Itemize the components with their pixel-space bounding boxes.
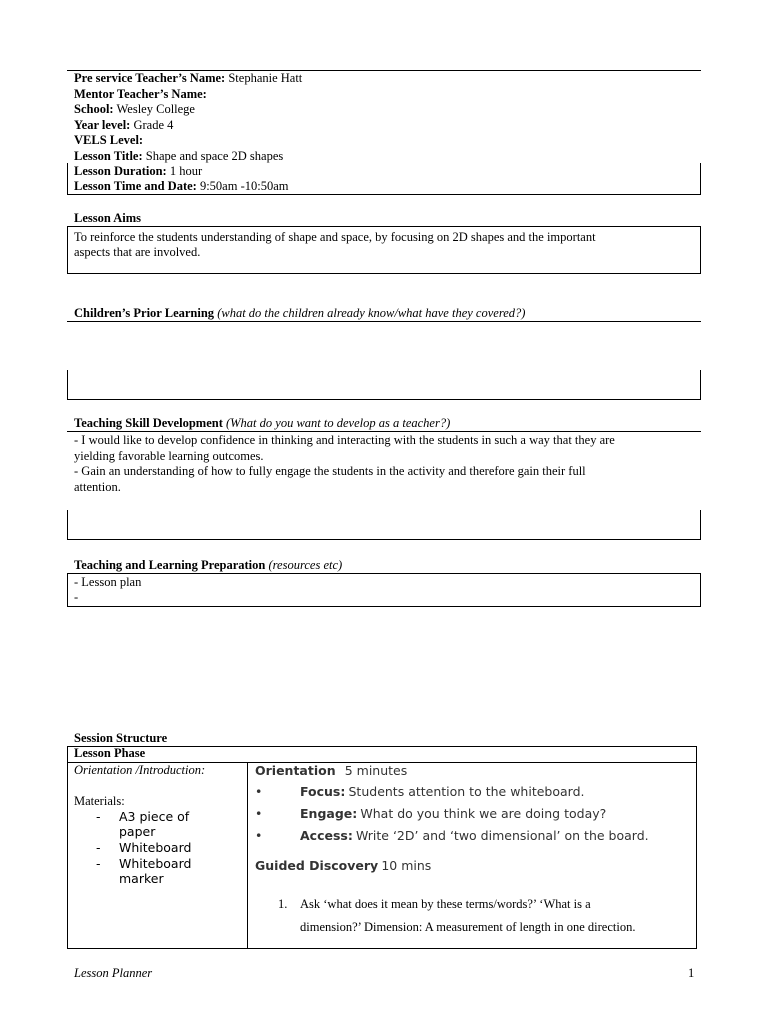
prior-learning-heading-row — [74, 306, 525, 322]
lesson-aims-heading: Lesson Aims — [74, 211, 142, 225]
lesson-title-row — [74, 149, 283, 165]
bullet-dot-icon: • — [255, 828, 263, 843]
school-label: School: — [74, 102, 114, 116]
skill-line-1: - I would like to develop confidence in thinking and interacting with the students in such a way that they are — [74, 433, 615, 447]
lesson-aims-line-2: aspects that are involved. — [74, 245, 201, 259]
skill-heading: Teaching Skill Development — [74, 416, 223, 430]
focus-text: Students attention to the whiteboard. — [348, 784, 585, 799]
prior-learning-note: (what do the children already know/what have they covered?) — [217, 306, 526, 320]
bullet-access-text — [300, 828, 649, 845]
guided-discovery-label: Guided Discovery — [255, 858, 379, 873]
bullet-focus — [255, 784, 262, 801]
pre-service-value: Stephanie Hatt — [228, 71, 303, 85]
mentor-label: Mentor Teacher’s Name: — [74, 86, 207, 101]
material-item-1-line-1: A3 piece of — [119, 809, 190, 824]
orientation-row — [255, 763, 407, 780]
year-value: Grade 4 — [133, 117, 174, 132]
bullet-dot-icon: • — [255, 784, 263, 799]
skill-line-3: - Gain an understanding of how to fully engage the students in the activity and therefore gain their full — [74, 464, 586, 478]
prep-box — [67, 573, 701, 607]
lesson-duration-label: Lesson Duration: — [74, 164, 167, 178]
step-line-1: Ask ‘what does it mean by these terms/words?’ ‘What is a — [300, 897, 591, 911]
orientation-label: Orientation — [255, 763, 336, 778]
page-number: 1 — [688, 966, 695, 980]
bullet-engage-text — [300, 806, 606, 823]
school-value: Wesley College — [116, 102, 195, 116]
bullet-access — [255, 828, 262, 845]
material-dash-1: - — [96, 809, 101, 824]
material-dash-2: - — [96, 840, 101, 855]
lesson-time-value: 9:50am -10:50am — [199, 179, 289, 193]
bullet-dot-icon: • — [255, 806, 263, 821]
lesson-phase-header: Lesson Phase — [74, 746, 146, 760]
lesson-duration-row — [74, 164, 202, 180]
school-row — [74, 102, 195, 118]
material-dash-3: - — [96, 856, 101, 871]
lesson-title-value: Shape and space 2D shapes — [145, 148, 284, 163]
material-item-2: Whiteboard — [119, 840, 192, 855]
prep-heading: Teaching and Learning Preparation — [74, 558, 266, 572]
material-item-3 — [119, 856, 191, 886]
bullet-engage — [255, 806, 262, 823]
material-item-3-line-2: marker — [119, 871, 164, 886]
access-label: Access: — [300, 828, 353, 843]
orientation-introduction-label: Orientation /Introduction: — [74, 763, 206, 777]
prep-line-1: - Lesson plan — [74, 575, 142, 589]
material-item-1 — [119, 809, 189, 839]
year-level-row — [74, 118, 173, 134]
material-item-1-line-2: paper — [119, 824, 156, 839]
prep-heading-row — [74, 558, 342, 574]
year-label: Year level: — [74, 117, 131, 132]
vels-row — [74, 133, 143, 149]
step-line-2: dimension?’ Dimension: A measurement of length in one direction. — [300, 920, 636, 934]
lesson-title-label: Lesson Title: — [74, 148, 143, 163]
orientation-time: 5 minutes — [344, 763, 408, 778]
pre-service-teacher-row — [74, 71, 302, 87]
focus-label: Focus: — [300, 784, 346, 799]
prior-learning-heading: Children’s Prior Learning — [74, 306, 215, 320]
prep-note: (resources etc) — [268, 558, 343, 572]
skill-note: (What do you want to develop as a teacher?) — [225, 416, 451, 430]
material-item-3-line-1: Whiteboard — [119, 856, 192, 871]
skill-line-4: attention. — [74, 479, 121, 494]
lesson-duration-value: 1 hour — [169, 164, 203, 178]
engage-text: What do you think we are doing today? — [360, 806, 607, 821]
session-structure-heading: Session Structure — [74, 731, 168, 745]
bullet-focus-text — [300, 784, 584, 801]
skill-line-2: yielding favorable learning outcomes. — [74, 448, 264, 463]
lesson-time-row — [74, 179, 288, 195]
lesson-time-label: Lesson Time and Date: — [74, 179, 197, 193]
mentor-teacher-row — [74, 87, 207, 103]
lesson-aims-line-1: To reinforce the students understanding of shape and space, by focusing on 2D shapes and the important — [74, 230, 596, 244]
vels-label: VELS Level: — [74, 133, 144, 147]
footer-title: Lesson Planner — [74, 966, 153, 980]
engage-label: Engage: — [300, 806, 358, 821]
access-text: Write ‘2D’ and ‘two dimensional’ on the board. — [355, 828, 649, 843]
prep-line-2: - — [74, 590, 79, 604]
step-number: 1. — [278, 897, 288, 911]
guided-discovery-row — [255, 858, 431, 875]
skill-heading-row — [74, 416, 450, 432]
pre-service-label: Pre service Teacher’s Name: — [74, 71, 226, 85]
materials-label: Materials: — [74, 794, 125, 808]
guided-discovery-time: 10 mins — [381, 858, 432, 873]
